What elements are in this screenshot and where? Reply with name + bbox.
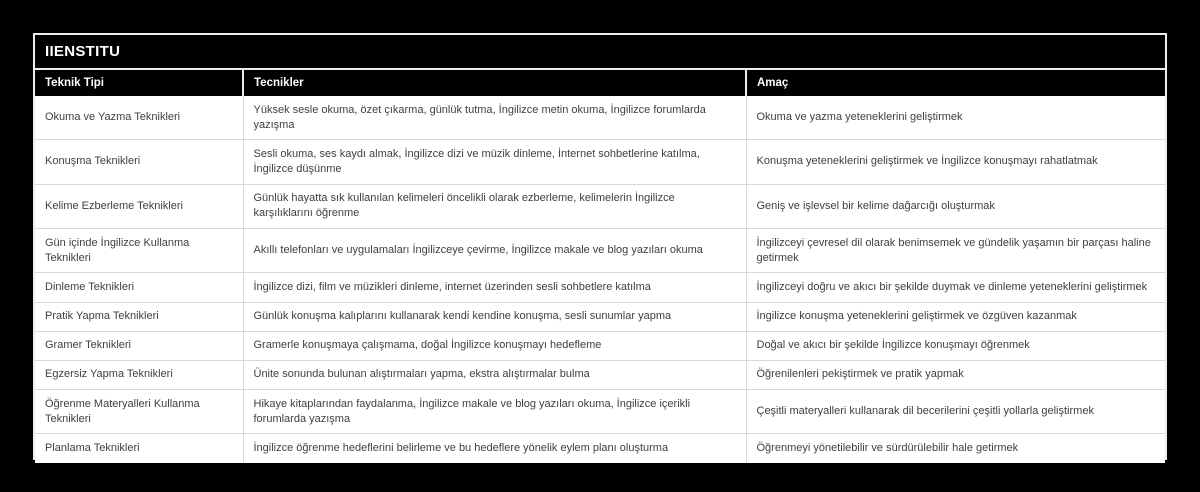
table-header-row <box>35 70 1165 96</box>
techniques-table-panel <box>33 33 1167 460</box>
cell-teknik-tipi: Gün içinde İngilizce Kullanma Teknikleri <box>35 229 243 273</box>
cell-tecnikler: İngilizce öğrenme hedeflerini belirleme ve bu hedeflere yönelik eylem planı oluşturma <box>243 434 746 463</box>
cell-teknik-tipi: Konuşma Teknikleri <box>35 140 243 184</box>
page-title: IIENSTITU <box>45 43 121 60</box>
table-row <box>35 302 1165 331</box>
cell-tecnikler: İngilizce dizi, film ve müzikleri dinleme, internet üzerinden sesli sohbetlere katılma <box>243 273 746 302</box>
table-row <box>35 360 1165 389</box>
table-row <box>35 184 1165 228</box>
cell-amac: Çeşitli materyalleri kullanarak dil becerilerini çeşitli yollarla geliştirmek <box>746 390 1165 434</box>
table-row <box>35 390 1165 434</box>
cell-tecnikler: Ünite sonunda bulunan alıştırmaları yapma, ekstra alıştırmalar bulma <box>243 360 746 389</box>
cell-teknik-tipi: Öğrenme Materyalleri Kullanma Teknikleri <box>35 390 243 434</box>
cell-amac: Okuma ve yazma yeteneklerini geliştirmek <box>746 96 1165 140</box>
column-header-teknik-tipi: Teknik Tipi <box>35 70 243 96</box>
cell-amac: Geniş ve işlevsel bir kelime dağarcığı oluşturmak <box>746 184 1165 228</box>
techniques-table <box>35 70 1165 463</box>
cell-amac: Doğal ve akıcı bir şekilde İngilizce konuşmayı öğrenmek <box>746 331 1165 360</box>
table-row <box>35 96 1165 140</box>
table-row <box>35 331 1165 360</box>
cell-teknik-tipi: Egzersiz Yapma Teknikleri <box>35 360 243 389</box>
table-row <box>35 273 1165 302</box>
cell-tecnikler: Hikaye kitaplarından faydalanma, İngilizce makale ve blog yazıları okuma, İngilizce içerikli forumlarda yazışma <box>243 390 746 434</box>
title-bar <box>35 35 1165 70</box>
cell-teknik-tipi: Okuma ve Yazma Teknikleri <box>45 111 181 124</box>
cell-amac: İngilizceyi doğru ve akıcı bir şekilde duymak ve dinleme yeteneklerini geliştirmek <box>746 273 1165 302</box>
cell-amac: Öğrenilenleri pekiştirmek ve pratik yapmak <box>746 360 1165 389</box>
cell-teknik-tipi: Planlama Teknikleri <box>35 434 243 463</box>
cell-amac: Öğrenmeyi yönetilebilir ve sürdürülebilir hale getirmek <box>746 434 1165 463</box>
cell-tecnikler: Günlük konuşma kalıplarını kullanarak kendi kendine konuşma, sesli sunumlar yapma <box>243 302 746 331</box>
table-row <box>35 229 1165 273</box>
cell-tecnikler: Günlük hayatta sık kullanılan kelimeleri öncelikli olarak ezberleme, kelimelerin İngilizce karşılıklarını öğrenme <box>243 184 746 228</box>
cell-teknik-tipi: Gramer Teknikleri <box>35 331 243 360</box>
cell-teknik-tipi: Kelime Ezberleme Teknikleri <box>35 184 243 228</box>
cell-tecnikler: Sesli okuma, ses kaydı almak, İngilizce dizi ve müzik dinleme, İnternet sohbetlerine katılma, İngilizce düşünme <box>243 140 746 184</box>
cell-teknik-tipi: Dinleme Teknikleri <box>35 273 243 302</box>
cell-tecnikler: Akıllı telefonları ve uygulamaları İngilizceye çevirme, İngilizce makale ve blog yazıları okuma <box>243 229 746 273</box>
cell-amac: Konuşma yeteneklerini geliştirmek ve İngilizce konuşmayı rahatlatmak <box>746 140 1165 184</box>
cell-teknik-tipi: Pratik Yapma Teknikleri <box>35 302 243 331</box>
column-header-amac: Amaç <box>746 70 1165 96</box>
table-row <box>35 140 1165 184</box>
cell-tecnikler: Yüksek sesle okuma, özet çıkarma, günlük tutma, İngilizce metin okuma, İngilizce forumlarda yazışma <box>243 96 746 140</box>
table-row <box>35 434 1165 463</box>
cell-amac: İngilizce konuşma yeteneklerini geliştirmek ve özgüven kazanmak <box>746 302 1165 331</box>
column-header-tecnikler: Tecnikler <box>243 70 746 96</box>
cell-tecnikler: Gramerle konuşmaya çalışmama, doğal İngilizce konuşmayı hedefleme <box>243 331 746 360</box>
cell-amac: İngilizceyi çevresel dil olarak benimsemek ve gündelik yaşamın bir parçası haline getirmek <box>746 229 1165 273</box>
